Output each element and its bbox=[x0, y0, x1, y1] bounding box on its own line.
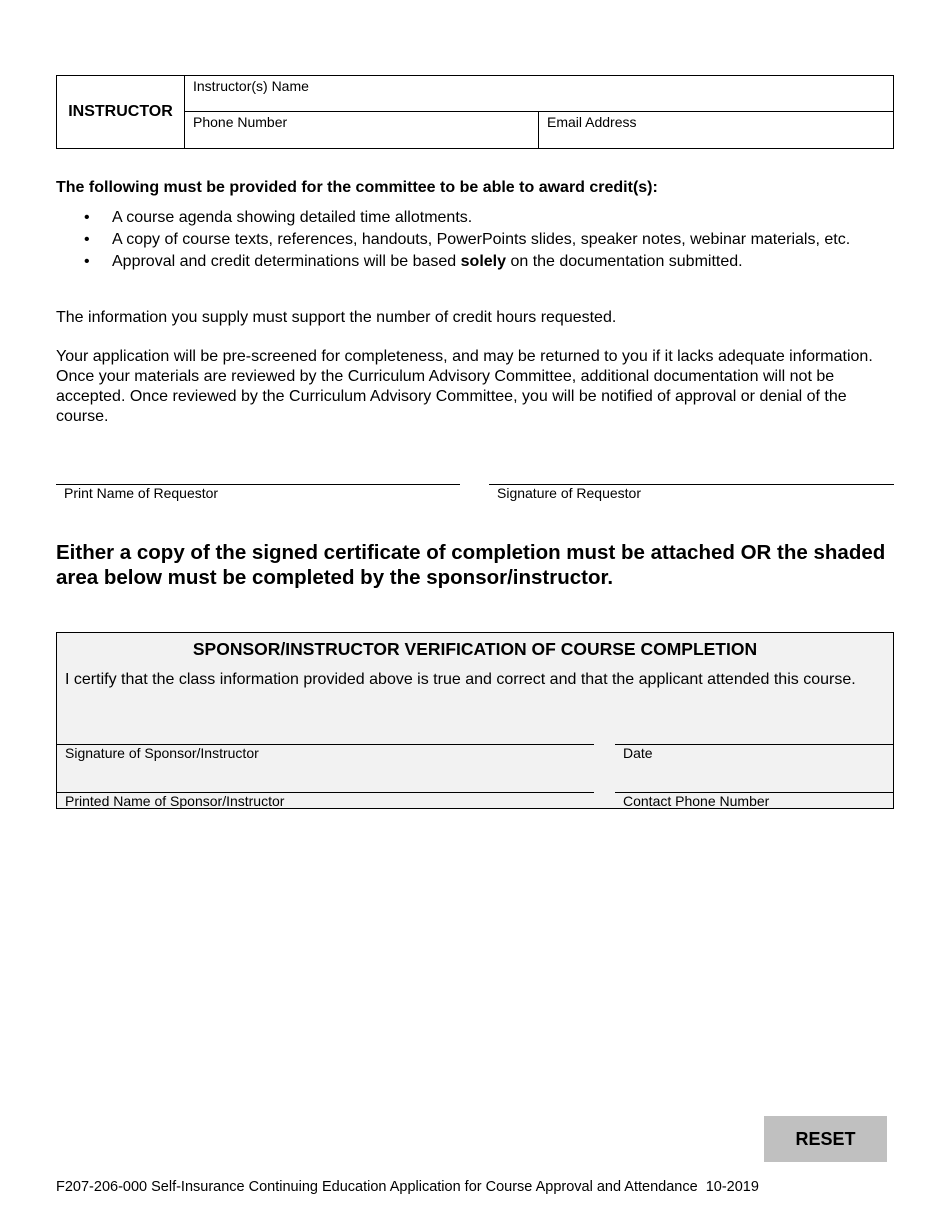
reset-button[interactable]: RESET bbox=[764, 1116, 887, 1162]
requirement-item bbox=[56, 252, 894, 272]
instructor-section-label: INSTRUCTOR bbox=[57, 76, 185, 148]
requirements-heading: The following must be provided for the committee to be able to award credit(s): bbox=[56, 179, 658, 196]
requirement-item-text: Approval and credit determinations will be based bbox=[112, 253, 461, 270]
requirement-item: • A course agenda showing detailed time allotments. bbox=[56, 208, 894, 228]
requirement-item: • A copy of course texts, references, handouts, PowerPoints slides, speaker notes, webinar materials, etc. bbox=[56, 230, 894, 250]
email-address-input[interactable] bbox=[539, 112, 893, 148]
contact-phone-label: Contact Phone Number bbox=[623, 793, 770, 809]
instructor-name-cell bbox=[185, 76, 893, 112]
requirements-list bbox=[56, 208, 894, 274]
date-line[interactable] bbox=[615, 744, 893, 745]
verification-statement: I certify that the class information provided above is true and correct and that the applicant attended this course. bbox=[65, 671, 856, 688]
verification-title: SPONSOR/INSTRUCTOR VERIFICATION OF COURSE COMPLETION bbox=[192, 639, 758, 659]
date-label: Date bbox=[623, 745, 653, 761]
credit-hours-paragraph: The information you supply must support the number of credit hours requested. bbox=[56, 309, 617, 326]
requirement-item-emphasis: solely bbox=[460, 253, 506, 270]
instructor-name-input[interactable] bbox=[185, 76, 893, 111]
email-address-label: Email Address bbox=[547, 114, 637, 130]
prescreen-paragraph: Your application will be pre-screened for completeness, and may be returned to you if it lacks adequate information. Once your materials are reviewed by the Curriculum Advisory Committee, additional documentation will not be accepted. Once reviewed by the Curriculum Advisory Committee, you will be notified of approval or denial of the course. bbox=[56, 348, 873, 425]
requestor-signature-label: Signature of Requestor bbox=[497, 485, 641, 501]
phone-number-label: Phone Number bbox=[193, 114, 288, 130]
sponsor-printed-name-label: Printed Name of Sponsor/Instructor bbox=[65, 793, 285, 809]
form-footer: F207-206-000 Self-Insurance Continuing Education Application for Course Approval and Attendance 10-2019 bbox=[56, 1179, 759, 1195]
instructor-name-label: Instructor(s) Name bbox=[193, 78, 309, 94]
email-address-cell bbox=[539, 112, 893, 148]
verification-box bbox=[56, 632, 894, 809]
instructor-table bbox=[56, 75, 894, 149]
phone-number-input[interactable] bbox=[185, 112, 538, 148]
print-name-label: Print Name of Requestor bbox=[64, 485, 219, 501]
phone-number-cell bbox=[185, 112, 539, 148]
sponsor-signature-label: Signature of Sponsor/Instructor bbox=[65, 745, 259, 761]
requirement-item-text: on the documentation submitted. bbox=[506, 253, 743, 270]
certificate-notice: Either a copy of the signed certificate of completion must be attached OR the shaded area below must be completed by the sponsor/instructor. bbox=[56, 541, 886, 589]
